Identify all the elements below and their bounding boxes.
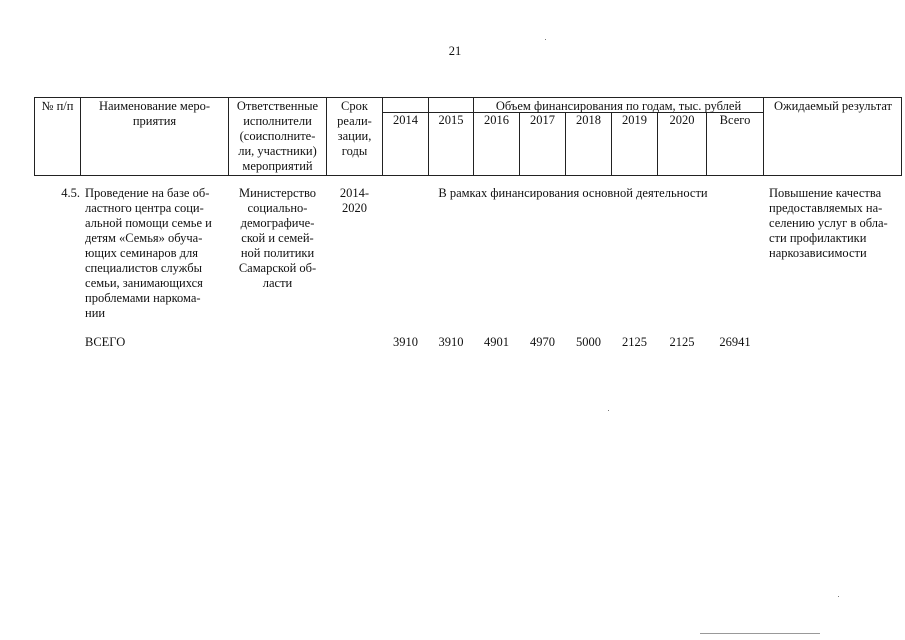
header-col-term-line: Срок (341, 99, 368, 113)
row-measure-name-line: альной помощи семье и (85, 216, 212, 230)
row-measure-name-line: нии (85, 306, 106, 320)
row-number: 4.5. (61, 186, 80, 200)
row-executors-line: ласти (262, 276, 293, 290)
total-2017: 4970 (530, 335, 555, 349)
header-col-executors-line: исполнители (243, 114, 312, 128)
row-measure-name-line: детям «Семья» обуча- (85, 231, 203, 245)
header-col-term-line: зации, (337, 129, 372, 143)
header-col-term-line: реали- (337, 114, 372, 128)
header-divider (382, 97, 383, 176)
header-year-2015: 2015 (438, 113, 464, 127)
header-col-term-line: годы (341, 144, 368, 158)
header-year-2017: 2017 (530, 113, 555, 127)
header-year-total: Всего (719, 113, 751, 127)
header-col-funding: Объем финансирования по годам, тыс. рублей (495, 99, 742, 113)
scan-footer-line (700, 633, 820, 634)
total-2020: 2125 (669, 335, 695, 349)
row-term (327, 186, 382, 216)
header-year-2014: 2014 (393, 113, 418, 127)
total-2019: 2125 (622, 335, 647, 349)
header-col-executors-line: мероприятий (242, 159, 313, 173)
total-all: 26941 (719, 335, 751, 349)
header-col-executors-line: Ответственные (236, 99, 319, 113)
header-col-executors-line: ли, участники) (238, 144, 317, 158)
row-expected-result-line: сти профилактики (769, 231, 867, 245)
header-col-name (81, 99, 228, 129)
row-executors-line: социально- (247, 201, 308, 215)
header-year-2018: 2018 (576, 113, 601, 127)
row-expected-result-line: предоставляемых на- (769, 201, 883, 215)
header-col-name-line: приятия (132, 114, 177, 128)
header-col-term (327, 99, 382, 159)
scan-speck (608, 410, 609, 411)
total-2016: 4901 (484, 335, 509, 349)
row-expected-result (769, 186, 900, 261)
row-expected-result-line: Повышение качества (769, 186, 882, 200)
row-measure-name-line: ющих семинаров для (85, 246, 198, 260)
header-col-name-line: Наименование меро- (98, 99, 211, 113)
scan-speck (838, 596, 839, 597)
total-label: ВСЕГО (85, 335, 126, 349)
row-executors-line: Министерство (238, 186, 317, 200)
total-2014: 3910 (393, 335, 418, 349)
header-col-result: Ожидаемый результат (773, 99, 893, 113)
row-measure-name (85, 186, 224, 321)
scan-speck (545, 39, 546, 40)
header-divider (428, 97, 429, 176)
header-col-executors-line: (соисполните- (239, 129, 316, 143)
row-executors-line: ской и семей- (241, 231, 314, 245)
total-2018: 5000 (576, 335, 601, 349)
total-2015: 3910 (438, 335, 464, 349)
row-executors-line: демографиче- (240, 216, 315, 230)
row-measure-name-line: ластного центра соци- (85, 201, 204, 215)
row-expected-result-line: наркозависимости (769, 246, 867, 260)
row-measure-name-line: проблемами наркома- (85, 291, 201, 305)
header-year-2016: 2016 (484, 113, 509, 127)
header-col-executors (229, 99, 326, 174)
row-measure-name-line: Проведение на базе об- (85, 186, 210, 200)
row-expected-result-line: селению услуг в обла- (769, 216, 888, 230)
header-year-2020: 2020 (669, 113, 695, 127)
row-executors-line: ной политики (240, 246, 315, 260)
row-term-line: 2014- (339, 186, 370, 200)
header-col-number: № п/п (41, 99, 74, 113)
row-term-line: 2020 (342, 201, 367, 215)
header-year-2019: 2019 (622, 113, 647, 127)
row-executors (229, 186, 326, 291)
page-number: 21 (448, 44, 462, 58)
row-executors-line: Самарской об- (238, 261, 317, 275)
row-measure-name-line: специалистов службы (85, 261, 202, 275)
row-measure-name-line: семьи, занимающихся (85, 276, 203, 290)
row-funding-note: В рамках финансирования основной деятельности (438, 186, 708, 200)
